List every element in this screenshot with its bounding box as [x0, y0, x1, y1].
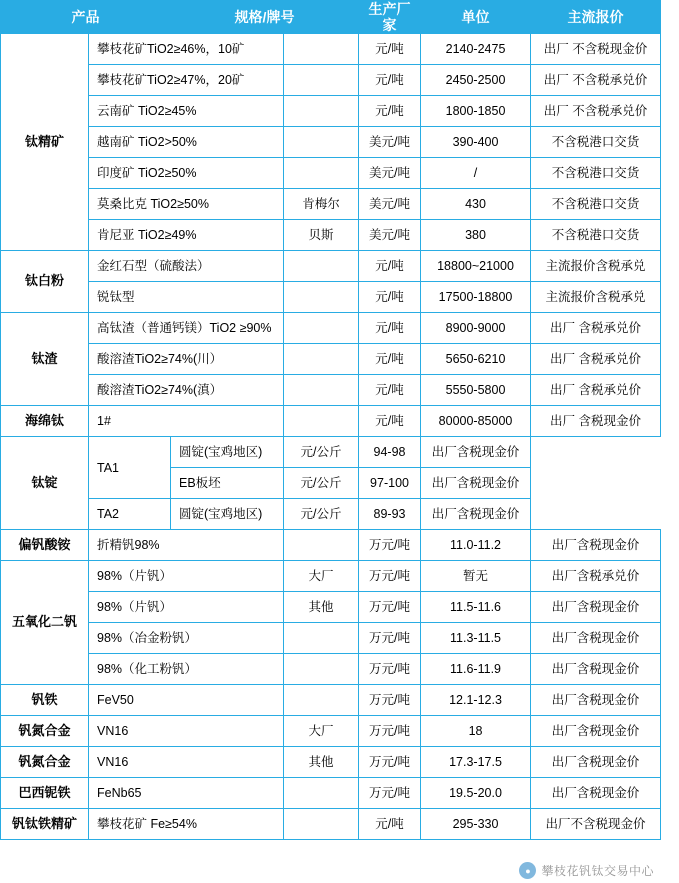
spec-cell: 越南矿 TiO2>50%	[89, 127, 284, 158]
price-cell: 17500-18800	[421, 282, 531, 313]
unit-cell: 元/吨	[359, 65, 421, 96]
maker-cell: 肯梅尔	[284, 189, 359, 220]
spec-cell: 攀枝花矿TiO2≥46%，10矿	[89, 34, 284, 65]
note-cell: 出厂含税现金价	[531, 592, 661, 623]
maker-cell	[284, 313, 359, 344]
price-cell: 18	[421, 716, 531, 747]
price-cell: 11.6-11.9	[421, 654, 531, 685]
maker-cell	[284, 96, 359, 127]
maker-cell	[284, 778, 359, 809]
unit-cell: 万元/吨	[359, 592, 421, 623]
note-cell: 不含税港口交货	[531, 189, 661, 220]
watermark	[519, 862, 654, 879]
note-cell: 出厂含税现金价	[531, 747, 661, 778]
table-row	[1, 530, 661, 561]
spec-cell: 高钛渣（普通钙镁）TiO2 ≥90%	[89, 313, 284, 344]
spec-cell: 金红石型（硫酸法）	[89, 251, 284, 282]
spec-cell: 莫桑比克 TiO2≥50%	[89, 189, 284, 220]
price-cell: 380	[421, 220, 531, 251]
product-cell: 海绵钛	[1, 406, 89, 437]
unit-cell: 万元/吨	[359, 623, 421, 654]
unit-cell: 元/吨	[359, 282, 421, 313]
note-cell: 出厂 含税承兑价	[531, 344, 661, 375]
spec-cell: 酸溶渣TiO2≥74%(川）	[89, 344, 284, 375]
maker-cell	[284, 34, 359, 65]
price-cell: 2450-2500	[421, 65, 531, 96]
product-cell: 钒氮合金	[1, 747, 89, 778]
table-row	[1, 375, 661, 406]
table-row	[1, 220, 661, 251]
maker-cell: 贝斯	[284, 220, 359, 251]
price-cell: 390-400	[421, 127, 531, 158]
price-cell: 暂无	[421, 561, 531, 592]
grade-cell: TA2	[89, 499, 171, 530]
product-cell: 五氧化二钒	[1, 561, 89, 685]
table-row	[1, 344, 661, 375]
spec-cell: 圆锭(宝鸡地区)	[171, 437, 284, 468]
price-cell: 11.3-11.5	[421, 623, 531, 654]
maker-cell	[284, 809, 359, 840]
spec-cell: 云南矿 TiO2≥45%	[89, 96, 284, 127]
maker-cell	[284, 282, 359, 313]
header-maker: 生产厂家	[359, 1, 421, 34]
table-row	[1, 406, 661, 437]
spec-cell: 98%（片钒）	[89, 561, 284, 592]
spec-cell: 印度矿 TiO2≥50%	[89, 158, 284, 189]
table-row	[1, 65, 661, 96]
table-row	[1, 313, 661, 344]
unit-cell: 元/吨	[359, 809, 421, 840]
table-row	[1, 654, 661, 685]
spec-cell: 攀枝花矿 Fe≥54%	[89, 809, 284, 840]
maker-cell	[284, 375, 359, 406]
product-cell: 钒钛铁精矿	[1, 809, 89, 840]
table-row	[1, 747, 661, 778]
note-cell: 出厂含税现金价	[421, 468, 531, 499]
product-cell: 钒氮合金	[1, 716, 89, 747]
note-cell: 不含税港口交货	[531, 220, 661, 251]
spec-cell: EB板坯	[171, 468, 284, 499]
table-row	[1, 685, 661, 716]
product-cell: 钛锭	[1, 437, 89, 530]
note-cell: 出厂 含税现金价	[531, 406, 661, 437]
note-cell: 出厂含税现金价	[421, 437, 531, 468]
price-cell: 1800-1850	[421, 96, 531, 127]
unit-cell: 美元/吨	[359, 189, 421, 220]
note-cell: 出厂 含税承兑价	[531, 375, 661, 406]
price-cell: 18800~21000	[421, 251, 531, 282]
maker-cell: 大厂	[284, 716, 359, 747]
spec-cell: 锐钛型	[89, 282, 284, 313]
note-cell: 出厂 不含税现金价	[531, 34, 661, 65]
table-row	[1, 809, 661, 840]
table-body	[1, 34, 661, 840]
spec-cell: 98%（冶金粉钒）	[89, 623, 284, 654]
note-cell: 出厂含税现金价	[531, 685, 661, 716]
table-header-row: 产品 规格/牌号 生产厂家 单位 主流报价 备注	[1, 1, 661, 34]
header-unit: 单位	[421, 1, 531, 34]
note-cell: 出厂含税现金价	[531, 623, 661, 654]
spec-cell: 攀枝花矿TiO2≥47%，20矿	[89, 65, 284, 96]
header-spec: 规格/牌号	[171, 1, 359, 34]
price-cell: 97-100	[359, 468, 421, 499]
note-cell: 不含税港口交货	[531, 158, 661, 189]
unit-cell: 万元/吨	[359, 654, 421, 685]
note-cell: 主流报价含税承兑	[531, 251, 661, 282]
header-product: 产品	[1, 1, 171, 34]
price-cell: 5650-6210	[421, 344, 531, 375]
unit-cell: 万元/吨	[359, 747, 421, 778]
maker-cell: 其他	[284, 747, 359, 778]
table-row	[1, 499, 661, 530]
spec-cell: FeV50	[89, 685, 284, 716]
unit-cell: 元/吨	[359, 251, 421, 282]
product-cell: 偏钒酸铵	[1, 530, 89, 561]
unit-cell: 美元/吨	[359, 220, 421, 251]
note-cell: 出厂 不含税承兑价	[531, 96, 661, 127]
unit-cell: 元/吨	[359, 96, 421, 127]
spec-cell: 98%（化工粉钒）	[89, 654, 284, 685]
circle-logo-icon: ●	[519, 862, 536, 879]
unit-cell: 元/吨	[359, 344, 421, 375]
product-cell: 钛精矿	[1, 34, 89, 251]
note-cell: 出厂含税现金价	[531, 530, 661, 561]
unit-cell: 万元/吨	[359, 778, 421, 809]
spec-cell: 1#	[89, 406, 284, 437]
note-cell: 出厂 含税承兑价	[531, 313, 661, 344]
note-cell: 不含税港口交货	[531, 127, 661, 158]
table-row	[1, 251, 661, 282]
unit-cell: 万元/吨	[359, 561, 421, 592]
price-cell: 5550-5800	[421, 375, 531, 406]
header-price: 主流报价	[531, 1, 661, 34]
table-row	[1, 623, 661, 654]
price-cell: 11.5-11.6	[421, 592, 531, 623]
price-cell: 80000-85000	[421, 406, 531, 437]
unit-cell: 元/吨	[359, 313, 421, 344]
unit-cell: 元/公斤	[284, 468, 359, 499]
note-cell: 出厂含税现金价	[531, 716, 661, 747]
price-cell: 89-93	[359, 499, 421, 530]
maker-cell	[284, 251, 359, 282]
table-row	[1, 716, 661, 747]
unit-cell: 元/公斤	[284, 437, 359, 468]
unit-cell: 美元/吨	[359, 127, 421, 158]
spec-cell: VN16	[89, 716, 284, 747]
price-cell: 8900-9000	[421, 313, 531, 344]
spec-cell: 酸溶渣TiO2≥74%(滇）	[89, 375, 284, 406]
maker-cell	[284, 65, 359, 96]
table-row	[1, 189, 661, 220]
table-row	[1, 437, 661, 468]
product-cell: 钛渣	[1, 313, 89, 406]
grade-cell: TA1	[89, 437, 171, 499]
price-cell: 430	[421, 189, 531, 220]
maker-cell	[284, 127, 359, 158]
spec-cell: FeNb65	[89, 778, 284, 809]
note-cell: 出厂不含税现金价	[531, 809, 661, 840]
unit-cell: 元/吨	[359, 375, 421, 406]
note-cell: 出厂 不含税承兑价	[531, 65, 661, 96]
spec-cell: 肯尼亚 TiO2≥49%	[89, 220, 284, 251]
maker-cell	[284, 654, 359, 685]
price-cell: 11.0-11.2	[421, 530, 531, 561]
product-cell: 钛白粉	[1, 251, 89, 313]
spec-cell: 圆锭(宝鸡地区)	[171, 499, 284, 530]
price-cell: 12.1-12.3	[421, 685, 531, 716]
table-row	[1, 96, 661, 127]
maker-cell	[284, 406, 359, 437]
table-row	[1, 282, 661, 313]
table-row	[1, 778, 661, 809]
maker-cell	[284, 158, 359, 189]
price-cell: 295-330	[421, 809, 531, 840]
unit-cell: 元/吨	[359, 406, 421, 437]
product-cell: 钒铁	[1, 685, 89, 716]
price-cell: 94-98	[359, 437, 421, 468]
price-cell: /	[421, 158, 531, 189]
unit-cell: 万元/吨	[359, 530, 421, 561]
note-cell: 出厂含税承兑价	[531, 561, 661, 592]
note-cell: 出厂含税现金价	[531, 778, 661, 809]
maker-cell	[284, 344, 359, 375]
note-cell: 主流报价含税承兑	[531, 282, 661, 313]
price-cell: 17.3-17.5	[421, 747, 531, 778]
note-cell: 出厂含税现金价	[421, 499, 531, 530]
unit-cell: 元/吨	[359, 34, 421, 65]
table-row	[1, 592, 661, 623]
maker-cell	[284, 530, 359, 561]
maker-cell: 大厂	[284, 561, 359, 592]
watermark-label: 攀枝花钒钛交易中心	[541, 864, 654, 878]
spec-cell: VN16	[89, 747, 284, 778]
table-row	[1, 158, 661, 189]
table-row	[1, 34, 661, 65]
maker-cell	[284, 623, 359, 654]
spec-cell: 98%（片钒）	[89, 592, 284, 623]
price-cell: 19.5-20.0	[421, 778, 531, 809]
price-cell: 2140-2475	[421, 34, 531, 65]
unit-cell: 万元/吨	[359, 685, 421, 716]
product-cell: 巴西铌铁	[1, 778, 89, 809]
unit-cell: 美元/吨	[359, 158, 421, 189]
maker-cell: 其他	[284, 592, 359, 623]
unit-cell: 万元/吨	[359, 716, 421, 747]
table-row	[1, 561, 661, 592]
spec-cell: 折精钒98%	[89, 530, 284, 561]
note-cell: 出厂含税现金价	[531, 654, 661, 685]
table-row	[1, 127, 661, 158]
maker-cell	[284, 685, 359, 716]
unit-cell: 元/公斤	[284, 499, 359, 530]
